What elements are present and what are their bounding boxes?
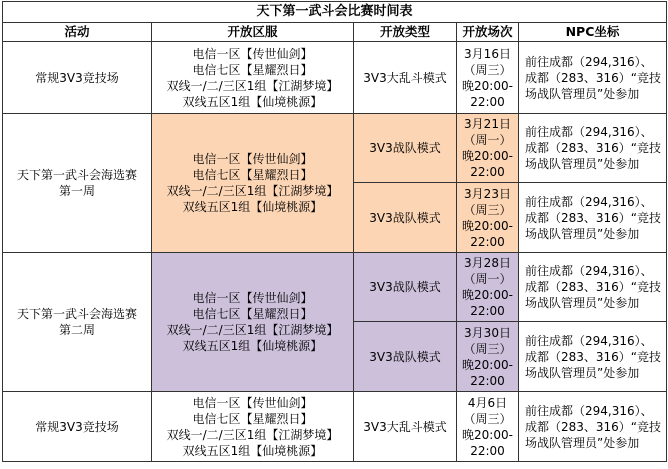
session-cell: 3月21日 （周一） 晚20:00- 22:00 (457, 114, 519, 183)
type-cell: 3V3大乱斗模式 (354, 392, 457, 462)
table-row (3, 42, 667, 114)
activity-cell: 常规3V3竞技场 (3, 42, 152, 114)
npc-cell: 前往成都（294,316）、 成都（283、316）“竞技 场战队管理员”处参加 (519, 183, 667, 253)
header-servers: 开放区服 (152, 23, 354, 42)
type-cell: 3V3战队模式 (354, 183, 457, 253)
table-row (3, 253, 667, 322)
header-session: 开放场次 (457, 23, 519, 42)
session-cell: 3月16日 （周三） 晚20:00- 22:00 (457, 42, 519, 114)
servers-cell: 电信一区【传世仙剑】 电信七区【星耀烈日】 双线一/二/三区1组【江湖梦境】 双线五区1组【仙境桃源】 (152, 392, 354, 462)
npc-cell: 前往成都（294,316）、 成都（283、316）“竞技 场战队管理员”处参加 (519, 42, 667, 114)
schedule-table (2, 1, 667, 462)
session-cell: 3月28日 （周一） 晚20:00- 22:00 (457, 253, 519, 322)
type-cell: 3V3战队模式 (354, 322, 457, 392)
session-cell: 3月23日 （周三） 晚20:00- 22:00 (457, 183, 519, 253)
activity-cell: 天下第一武斗会海选赛 第一周 (3, 114, 152, 253)
header-npc: NPC坐标 (519, 23, 667, 42)
table-title: 天下第一武斗会比赛时间表 (3, 2, 667, 23)
session-cell: 3月30日 （周三） 晚20:00- 22:00 (457, 322, 519, 392)
table-row (3, 392, 667, 462)
type-cell: 3V3战队模式 (354, 114, 457, 183)
servers-cell: 电信一区【传世仙剑】 电信七区【星耀烈日】 双线一/二/三区1组【江湖梦境】 双线五区1组【仙境桃源】 (152, 42, 354, 114)
npc-cell: 前往成都（294,316）、 成都（283、316）“竞技 场战队管理员”处参加 (519, 114, 667, 183)
header-type: 开放类型 (354, 23, 457, 42)
session-cell: 4月6日 （周三） 晚20:00- 22:00 (457, 392, 519, 462)
servers-cell: 电信一区【传世仙剑】 电信七区【星耀烈日】 双线一/二/三区1组【江湖梦境】 双线五区1组【仙境桃源】 (152, 253, 354, 392)
npc-cell: 前往成都（294,316）、 成都（283、316）“竞技 场战队管理员”处参加 (519, 322, 667, 392)
activity-cell: 常规3V3竞技场 (3, 392, 152, 462)
header-activity: 活动 (3, 23, 152, 42)
npc-cell: 前往成都（294,316）、 成都（283、316）“竞技 场战队管理员”处参加 (519, 253, 667, 322)
table-row (3, 114, 667, 183)
type-cell: 3V3大乱斗模式 (354, 42, 457, 114)
servers-cell: 电信一区【传世仙剑】 电信七区【星耀烈日】 双线一/二/三区1组【江湖梦境】 双线五区1组【仙境桃源】 (152, 114, 354, 253)
type-cell: 3V3战队模式 (354, 253, 457, 322)
npc-cell: 前往成都（294,316）、 成都（283、316）“竞技 场战队管理员”处参加 (519, 392, 667, 462)
activity-cell: 天下第一武斗会海选赛 第二周 (3, 253, 152, 392)
